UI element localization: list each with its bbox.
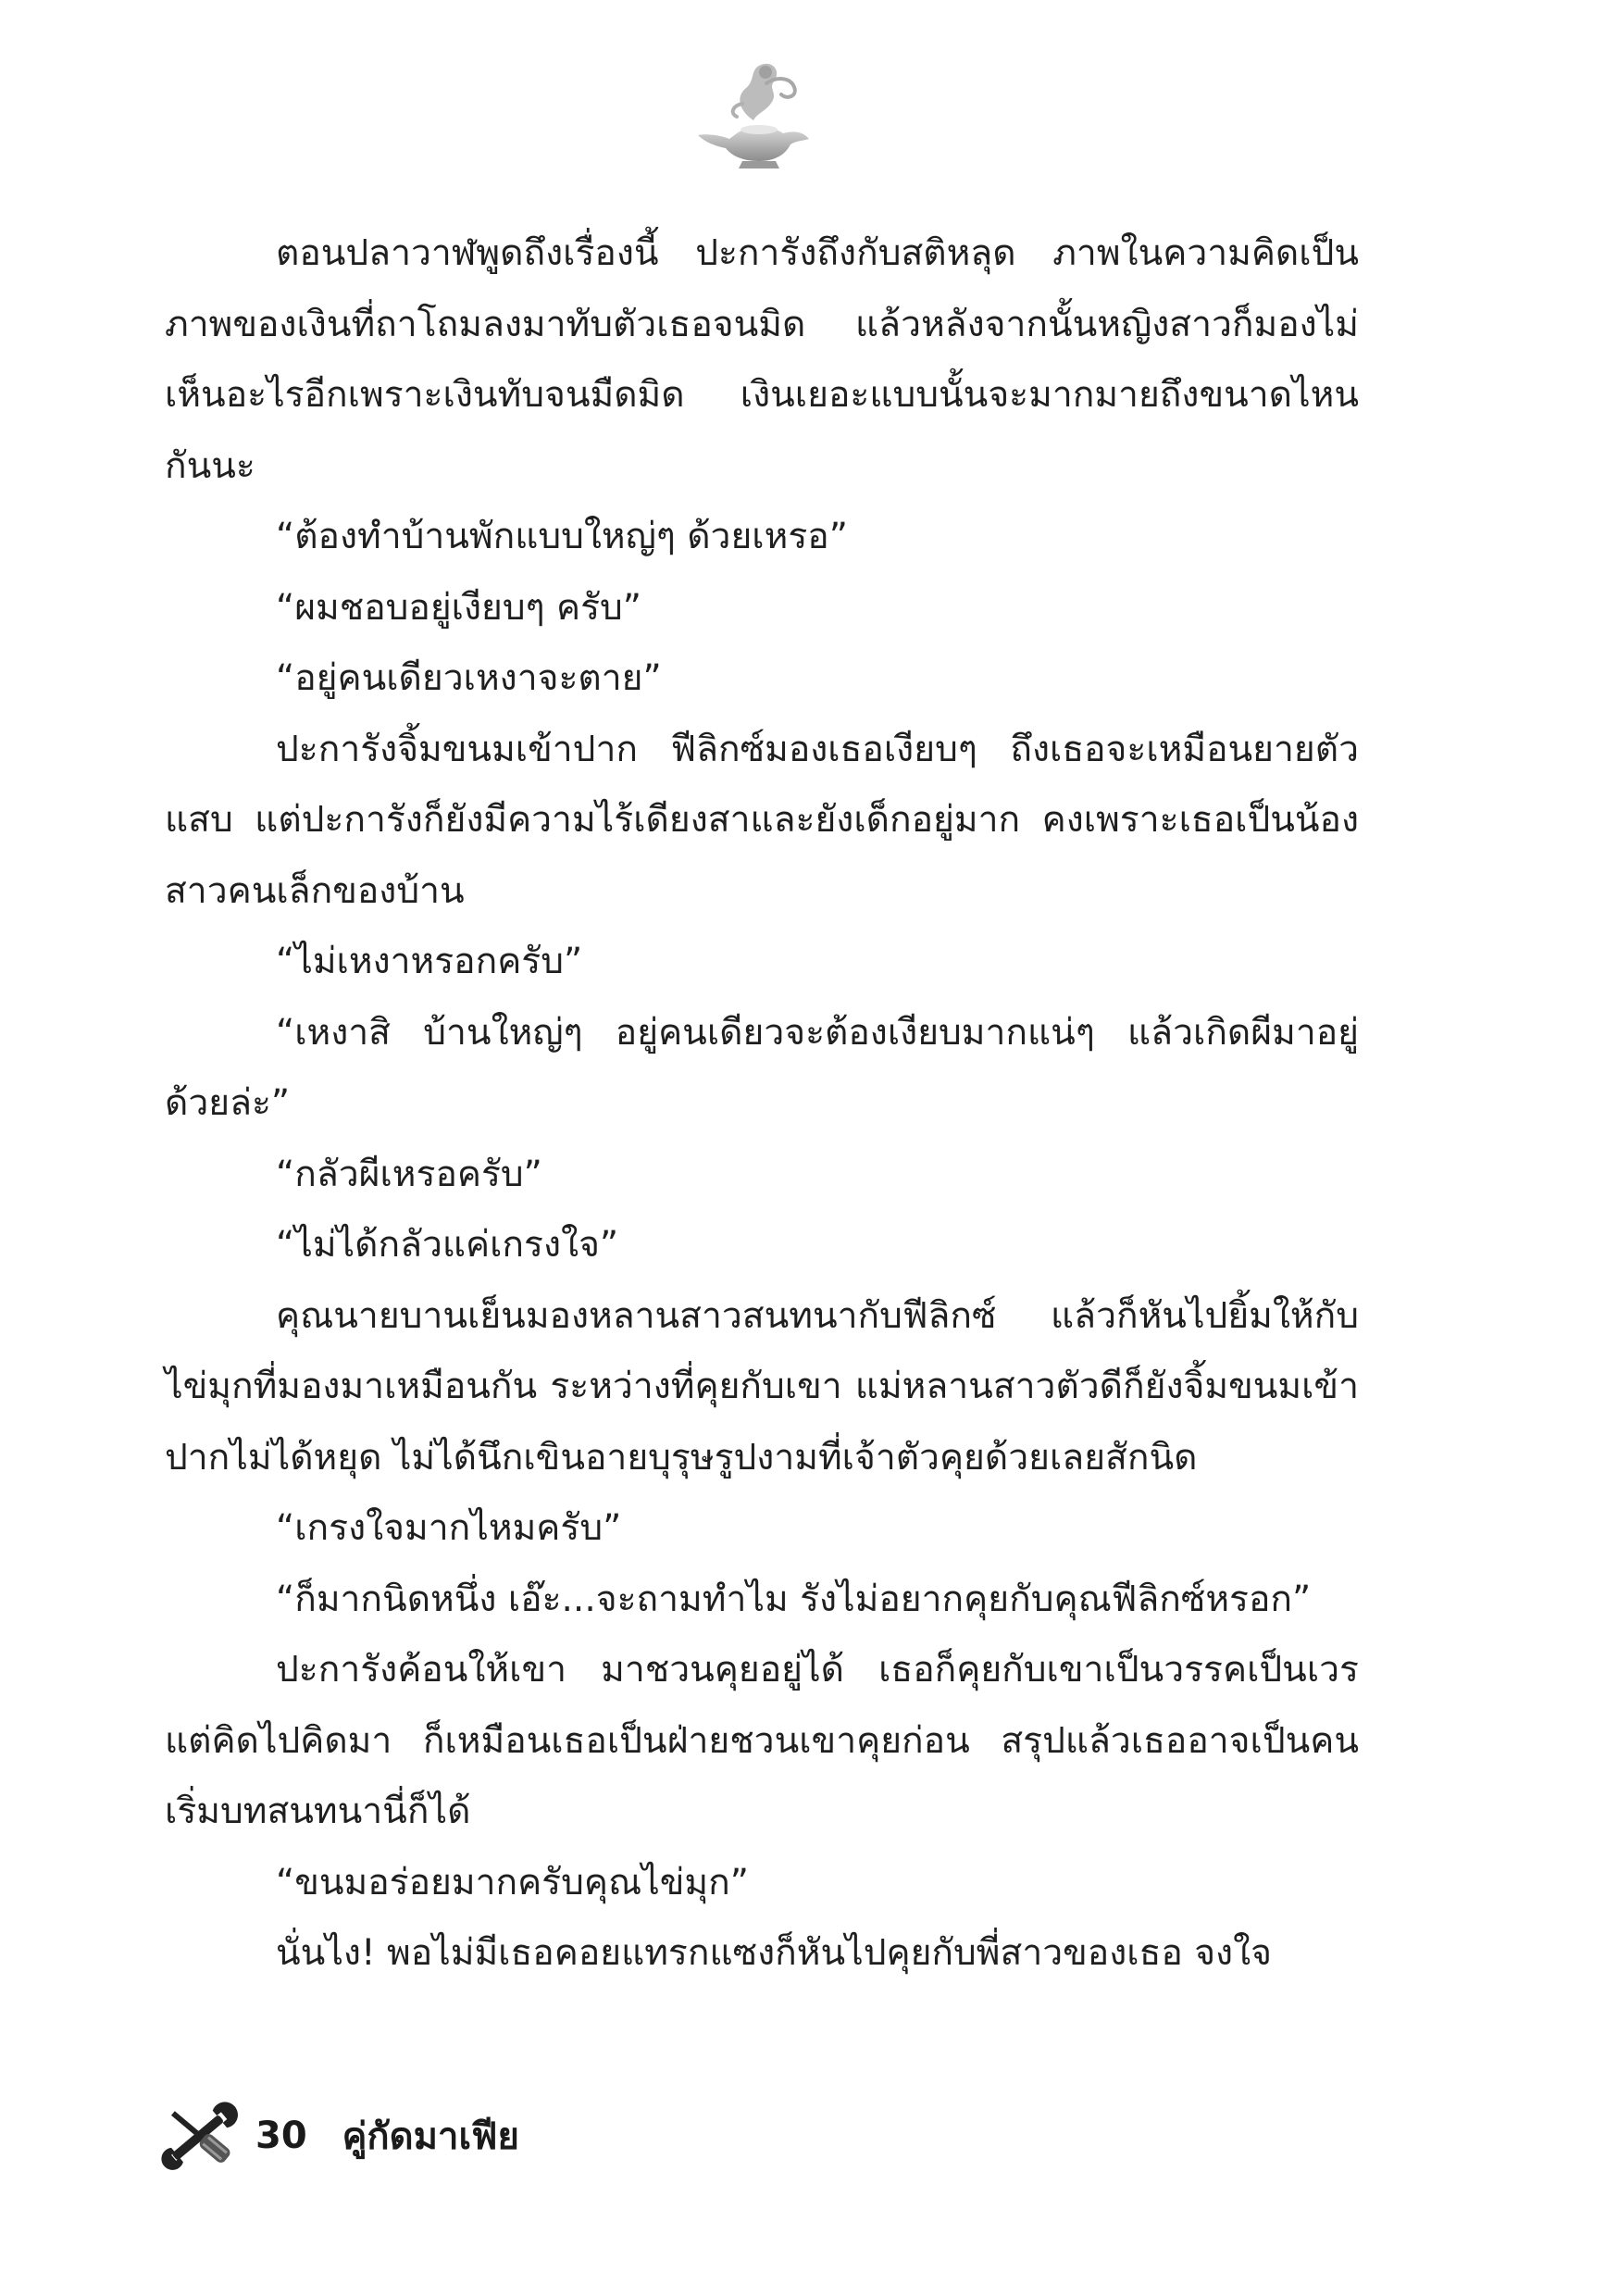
body-text — [165, 218, 1359, 1990]
dialogue-line: “ขนมอร่อยมากครับคุณไข่มุก” — [276, 1861, 749, 1903]
page-number: 30 — [255, 2115, 307, 2157]
paragraph: นั่นไง! พอไม่มีเธอคอยแทรกแซงก็หันไปคุยกับพี่สาวของเธอ จงใจ — [276, 1932, 1272, 1974]
paragraph: คุณนายบานเย็นมองหลานสาวสนทนากับฟีลิกซ์ แล้วก็หันไปยิ้มให้กับไข่มุกที่มองมาเหมือนกัน ระหว่างที่คุยกับเขา แม่หลานสาวตัวดีก็ยังจิ้มขนมเข้าปากไม่ได้หยุด ไม่ได้นึกเขินอายบุรุษรูปงามที่เจ้าตัวคุยด้วยเลยสักนิด — [165, 1294, 1359, 1479]
page-footer — [157, 2094, 519, 2177]
paragraph: ปะการังจิ้มขนมเข้าปาก ฟีลิกซ์มองเธอเงียบๆ ถึงเธอจะเหมือนยายตัวแสบ แต่ปะการังก็ยังมีความไร้เดียงสาและยังเด็กอยู่มาก คงเพราะเธอเป็นน้องสาวคนเล็กของบ้าน — [165, 728, 1359, 912]
dialogue-line: “ไม่เหงาหรอกครับ” — [276, 941, 583, 982]
dialogue-line: “ผมชอบอยู่เงียบๆ ครับ” — [276, 586, 642, 629]
dialogue-line: “ก็มากนิดหนึ่ง เอ๊ะ...จะถามทำไม รังไม่อยากคุยกับคุณฟีลิกซ์หรอก” — [276, 1578, 1312, 1620]
dialogue-line: “ไม่ได้กลัวแค่เกรงใจ” — [276, 1224, 619, 1266]
dialogue-line: “กลัวผีเหรอครับ” — [276, 1153, 542, 1195]
dialogue-line: “อยู่คนเดียวเหงาจะตาย” — [276, 657, 662, 699]
book-title: คู่กัดมาเฟีย — [342, 2115, 519, 2158]
wrench-screwdriver-icon — [157, 2099, 243, 2173]
dialogue-line: “เหงาสิ บ้านใหญ่ๆ อยู่คนเดียวจะต้องเงียบมากแน่ๆ แล้วเกิดผีมาอยู่ด้วยล่ะ” — [165, 1011, 1359, 1124]
paragraph: ตอนปลาวาฬพูดถึงเรื่องนี้ ปะการังถึงกับสติหลุด ภาพในความคิดเป็นภาพของเงินที่ถาโถมลงมาทับตัวเธอจนมิด แล้วหลังจากนั้นหญิงสาวก็มองไม่เห็นอะไรอีกเพราะเงินทับจนมืดมิด เงินเยอะแบบนั้นจะมากมายถึงขนาดไหนกันนะ — [165, 232, 1359, 487]
dialogue-line: “ต้องทำบ้านพักแบบใหญ่ๆ ด้วยเหรอ” — [276, 516, 848, 557]
dialogue-line: “เกรงใจมากไหมครับ” — [276, 1507, 622, 1549]
genie-lamp-icon — [689, 56, 818, 176]
paragraph: ปะการังค้อนให้เขา มาชวนคุยอยู่ได้ เธอก็คุยกับเขาเป็นวรรคเป็นเวร แต่คิดไปคิดมา ก็เหมือนเธอเป็นฝ่ายชวนเขาคุยก่อน สรุปแล้วเธออาจเป็นคนเริ่มบทสนทนานี่ก็ได้ — [165, 1649, 1359, 1832]
